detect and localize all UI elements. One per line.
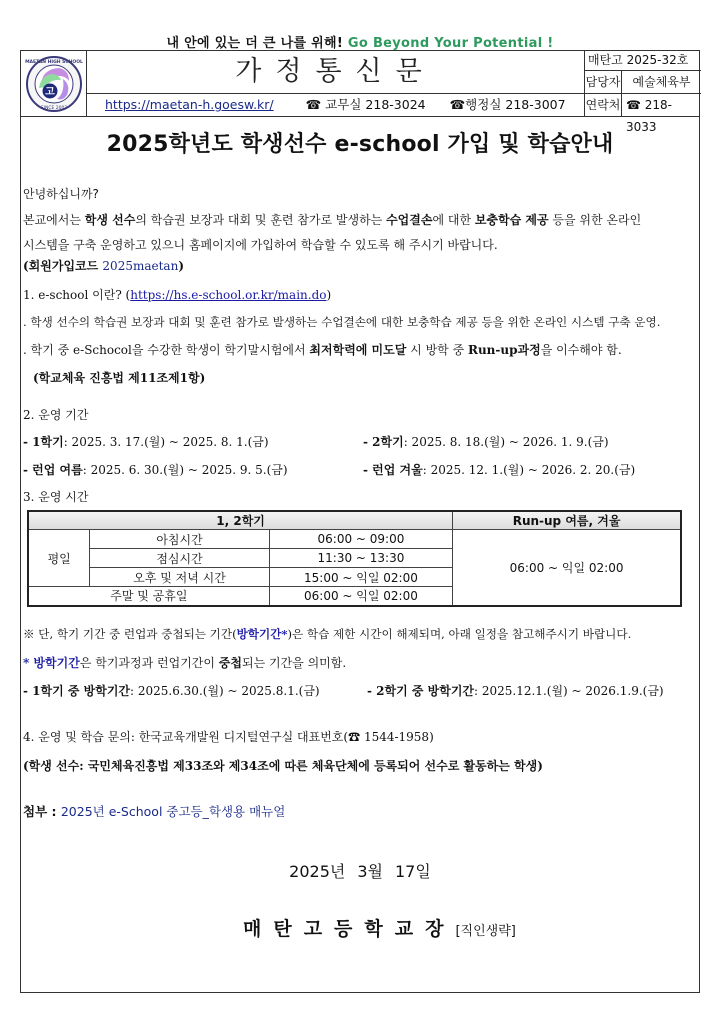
newsletter-title: 가정통신문 — [87, 51, 584, 94]
phone-icon: ☎ — [305, 97, 322, 112]
signup-code-value: 2025maetan — [102, 259, 179, 273]
manager-label: 담당자 — [585, 71, 622, 93]
seal-omitted: [직인생략] — [455, 924, 516, 939]
section4-heading: 4. 운영 및 학습 문의: 한국교육개발원 디지털연구실 대표번호(☎ 1544-1958) — [23, 730, 434, 744]
phone-teachers-office: ☎ 교무실 218-3024 — [305, 97, 426, 112]
document-title: 2025학년도 학생선수 e-school 가입 및 학습안내 — [106, 132, 614, 157]
phone-icon: ☎ — [449, 97, 466, 112]
eschool-link[interactable]: https://hs.e-school.or.kr/main.do — [130, 288, 327, 302]
runup-time: 06:00 ~ 익일 02:00 — [453, 530, 681, 606]
vacation-semester1: - 1학기 중 방학기간: 2025.6.30.(월) ~ 2025.8.1.(금) — [23, 684, 320, 698]
svg-text:MAETAN HIGH SCHOOL: MAETAN HIGH SCHOOL — [24, 60, 83, 65]
contact-label: 연락처 — [585, 94, 622, 117]
note-overlap: ※ 단, 학기 기간 중 런업과 중첩되는 기간(방학기간*)은 학습 제한 시간이 해제되며, 아래 일정을 참고해주시기 바랍니다. — [23, 627, 632, 641]
attachment: 첨부 : 2025년 e-School 중고등_학생용 매뉴얼 — [23, 804, 286, 819]
law-reference: (학교체육 진흥법 제11조제1항) — [33, 371, 206, 385]
attachment-link[interactable]: 2025년 e-School 중고등_학생용 매뉴얼 — [60, 804, 286, 819]
principal-name: 매탄고등학교장 — [243, 918, 456, 940]
phone-admin-office: ☎행정실 218-3007 — [449, 97, 566, 112]
school-emblem-icon — [25, 55, 83, 113]
school-logo — [21, 51, 87, 117]
section1-heading: 1. e-school 이란? (https://hs.e-school.or.kr/main.do) — [23, 288, 332, 302]
weekday-label: 평일 — [28, 530, 90, 587]
period-runup-winter: - 런업 겨울: 2025. 12. 1.(월) ~ 2026. 2. 20.(금) — [363, 463, 636, 477]
section3-heading: 3. 운영 시간 — [23, 490, 89, 504]
manager-value: 예술체육부 — [632, 75, 691, 89]
greeting: 안녕하십니까? — [23, 187, 99, 201]
svg-text:SINCE 2003: SINCE 2003 — [40, 106, 67, 111]
header-runup: Run-up 여름, 겨울 — [453, 511, 681, 530]
signup-code: (회원가입코드 2025maetan) — [23, 259, 184, 273]
section1-line1: . 학생 선수의 학습권 보장과 대회 및 훈련 참가로 발생하는 수업결손에 대한 보충학습 제공 등을 위한 온라인 시스템 구축 운영. — [23, 315, 661, 329]
manager-row — [585, 71, 701, 94]
newsletter-header — [20, 50, 700, 134]
weekend-time: 06:00 ~ 익일 02:00 — [269, 587, 452, 606]
period-runup-summer: - 런업 여름: 2025. 6. 30.(월) ~ 2025. 9. 5.(금) — [23, 463, 288, 477]
issue-date: 2025년 3월 17일 — [289, 862, 431, 881]
student-athlete-definition: (학생 선수: 국민체육진흥법 제33조와 제34조에 따른 체육단체에 등록되어 선수로 활동하는 학생) — [23, 759, 543, 773]
slot-time: 15:00 ~ 익일 02:00 — [269, 568, 452, 587]
slot-time: 11:30 ~ 13:30 — [269, 549, 452, 568]
section2-heading: 2. 운영 기간 — [23, 408, 89, 422]
slot-time: 06:00 ~ 09:00 — [269, 530, 452, 549]
period-semester1: - 1학기: 2025. 3. 17.(월) ~ 2025. 8. 1.(금) — [23, 435, 269, 449]
motto-english: Go Beyond Your Potential ! — [347, 36, 554, 51]
slot-label: 오후 및 저녁 시간 — [90, 568, 269, 587]
issue-info — [584, 51, 701, 134]
period-semester2: - 2학기: 2025. 8. 18.(월) ~ 2026. 1. 9.(금) — [363, 435, 609, 449]
principal-signature — [243, 914, 516, 941]
phone-icon: ☎ — [348, 730, 361, 744]
slot-label: 아침시간 — [90, 530, 269, 549]
document-body — [20, 116, 700, 993]
schedule-table — [27, 510, 682, 607]
motto-korean: 내 안에 있는 더 큰 나를 위해! — [166, 36, 344, 51]
intro-line-1: 본교에서는 학생 선수의 학습권 보장과 대회 및 훈련 참가로 발생하는 수업결손에 대한 보충학습 제공 등을 위한 온라인 — [23, 213, 642, 227]
school-motto — [0, 32, 720, 51]
note-vacation-definition: * 방학기간은 학기과정과 런업기간이 중첩되는 기간을 의미함. — [23, 656, 347, 670]
contact-row — [585, 94, 701, 134]
table-header-row — [28, 511, 681, 530]
school-website-link[interactable]: https://maetan-h.goesw.kr/ — [105, 97, 274, 112]
phone-icon: ☎ — [626, 98, 641, 112]
section1-line2: . 학기 중 e-Schocol을 수강한 학생이 학기말시험에서 최저학력에 미도달 시 방학 중 Run-up과정을 이수해야 함. — [23, 343, 622, 357]
intro-line-2: 시스템을 구축 운영하고 있으니 홈페이지에 가입하여 학습할 수 있도록 해 주시기 바랍니다. — [23, 238, 498, 252]
weekend-label: 주말 및 공휴일 — [28, 587, 269, 606]
slot-label: 점심시간 — [90, 549, 269, 568]
header-semester: 1, 2학기 — [28, 511, 453, 530]
vacation-semester2: - 2학기 중 방학기간: 2025.12.1.(월) ~ 2026.1.9.(금) — [367, 684, 664, 698]
svg-text:고: 고 — [44, 87, 55, 98]
contact-value: ☎ 218-3033 — [626, 98, 673, 134]
school-contacts — [87, 94, 584, 117]
table-row — [28, 530, 681, 549]
issue-number: 매탄고 2025-32호 — [585, 51, 701, 71]
